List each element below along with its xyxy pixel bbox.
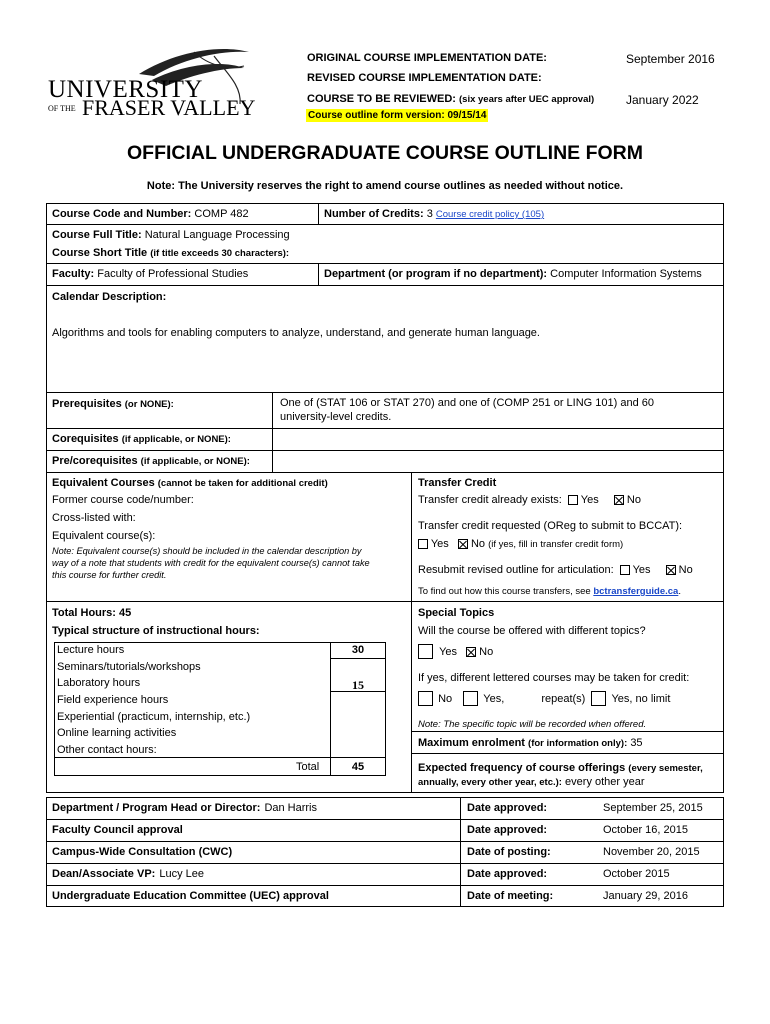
resubmit-no-label: No [678,564,693,576]
corequisites-label-row [52,433,231,445]
review-date-label-row [307,93,594,105]
lettered-nolimit-label: Yes, no limit [611,693,671,705]
frequency-note-2: annually, every other year, etc.): [418,777,562,788]
find-out-period: . [678,586,681,597]
approval-date-label: Date of posting: [467,846,551,858]
original-date-label: ORIGINAL COURSE IMPLEMENTATION DATE: [307,52,547,64]
transfer-requested-no-label: No [470,538,485,550]
logo-university: UNIVERSITY [48,76,203,103]
max-enrolment-value: 35 [630,737,643,749]
full-title-label: Course Full Title: [52,229,142,241]
approval-date-value: October 2015 [603,868,670,880]
total-hours-field [52,607,131,619]
faculty-value: Faculty of Professional Studies [97,268,249,280]
logo-of-the: OF THE [48,104,76,113]
corequisites-label: Corequisites [52,433,119,445]
transfer-exists-no-checkbox[interactable] [614,495,624,505]
transfer-exists-row [418,494,641,506]
approval-row [52,868,204,880]
typical-structure-label: Typical structure of instructional hours: [52,625,260,637]
max-enrolment-field [418,737,643,749]
find-out-label: To find out how this course transfers, see [418,586,591,597]
credits-field [324,208,544,220]
approval-date-value: January 29, 2016 [603,890,689,902]
lettered-yes-label: Yes, [483,693,505,705]
special-yes-checkbox[interactable] [418,644,433,659]
approval-date-value: October 16, 2015 [603,824,689,836]
review-date-note: (six years after UEC approval) [459,94,595,105]
hours-row-label: Lecture hours [57,644,125,656]
lettered-no-label: No [438,693,453,705]
special-topics-question: Will the course be offered with different topics? [418,625,646,637]
credits-value: 3 [426,208,433,220]
frequency-line2 [418,776,645,788]
prerequisites-label-row [52,398,174,410]
approval-date-label: Date of meeting: [467,890,554,902]
precorequisites-note: (if applicable, or NONE): [140,456,250,467]
lettered-repeat-label: repeat(s) [541,693,586,705]
frequency-label: Expected frequency of course offerings [418,762,626,774]
hours-row-value: 15 [352,678,364,692]
approval-row [52,824,187,836]
approval-date-value: November 20, 2015 [603,846,700,858]
transfer-requested-no-checkbox[interactable] [458,539,468,549]
full-title-field [52,229,290,241]
hours-total-label: Total [296,761,320,773]
precorequisites-label-row [52,455,250,467]
lettered-options-row [418,691,670,706]
approval-label: Campus-Wide Consultation (CWC) [52,846,233,858]
hours-total-value: 45 [351,761,365,773]
resubmit-row [418,564,693,576]
frequency-line1 [418,762,703,774]
approval-date-label: Date approved: [467,802,548,814]
cross-listed-label: Cross-listed with: [52,512,136,524]
lettered-no-checkbox[interactable] [418,691,433,706]
equivalent-note-line1: Note: Equivalent course(s) should be included in the calendar description by [52,546,362,556]
hours-row-label: Seminars/tutorials/workshops [57,661,201,673]
former-course-label: Former course code/number: [52,494,194,506]
approval-date-value: September 25, 2015 [603,802,703,814]
form-version: Course outline form version: 09/15/14 [308,110,487,121]
transfer-exists-yes-checkbox[interactable] [568,495,578,505]
approval-date-label: Date approved: [467,868,548,880]
hours-row-label: Laboratory hours [57,677,141,689]
transfer-requested-yes-checkbox[interactable] [418,539,428,549]
approval-row [52,802,317,814]
course-code-field [52,208,249,220]
frequency-value: every other year [565,776,645,788]
special-topic-note: Note: The specific topic will be recorded when offered. [418,719,647,730]
review-date-value: January 2022 [626,93,699,107]
approval-value: Dan Harris [264,802,318,814]
full-title-value: Natural Language Processing [144,229,290,241]
hours-row-label: Experiential (practicum, internship, etc.) [57,711,251,723]
equivalent-courses-note: (cannot be taken for additional credit) [157,478,328,489]
transfer-requested-note: (if yes, fill in transfer credit form) [488,539,624,550]
transfer-exists-no-label: No [626,494,641,506]
total-hours-value: 45 [119,607,132,619]
approval-row [52,890,333,902]
short-title-label: Course Short Title [52,247,148,259]
hours-row-label: Field experience hours [57,694,169,706]
hours-row-label: Online learning activities [57,727,177,739]
approval-row [52,846,236,858]
total-hours-label: Total Hours: [52,607,116,619]
short-title-field [52,247,289,259]
frequency-note-1: (every semester, [628,763,703,774]
calendar-description-value: Algorithms and tools for enabling computers to analyze, understand, and generate human language. [52,327,540,339]
credits-label: Number of Credits: [324,208,424,220]
resubmit-yes-checkbox[interactable] [620,565,630,575]
logo-fraser-valley: FRASER VALLEY [82,95,256,120]
special-topics-answer-row [418,644,493,659]
approval-value: Lucy Lee [159,868,204,880]
approval-label: Undergraduate Education Committee (UEC) approval [52,890,329,902]
course-code-label: Course Code and Number: [52,208,192,220]
resubmit-no-checkbox[interactable] [666,565,676,575]
prerequisites-note: (or NONE): [124,399,174,410]
review-date-label: COURSE TO BE REVIEWED: [307,93,456,105]
revised-date-label: REVISED COURSE IMPLEMENTATION DATE: [307,72,542,84]
original-date-value: September 2016 [626,52,715,66]
special-yes-label: Yes [439,646,458,658]
faculty-field [52,268,248,280]
max-enrolment-label: Maximum enrolment [418,737,525,749]
hours-row-label: Other contact hours: [57,744,157,756]
credit-policy-link[interactable]: Course credit policy (105) [435,209,545,220]
transfer-requested-label: Transfer credit requested (OReg to submit to BCCAT): [418,520,683,532]
bctransferguide-link[interactable]: bctransferguide.ca [593,586,679,597]
precorequisites-label: Pre/corequisites [52,455,138,467]
transfer-requested-row [418,538,623,550]
page-title: OFFICIAL UNDERGRADUATE COURSE OUTLINE FORM [126,142,644,164]
faculty-label: Faculty: [52,268,95,280]
equivalent-note-line3: this course for further credit. [52,570,167,580]
resubmit-label: Resubmit revised outline for articulation: [418,564,614,576]
equivalent-courses-heading [52,477,328,489]
calendar-description-label: Calendar Description: [52,291,167,303]
prerequisites-label: Prerequisites [52,398,122,410]
max-enrolment-note: (for information only): [528,738,628,749]
prerequisites-value-line2: university-level credits. [280,411,392,423]
prerequisites-value-line1: One of (STAT 106 or STAT 270) and one of (COMP 251 or LING 101) and 60 [280,397,654,409]
university-logo [44,46,254,122]
special-topics-heading: Special Topics [418,607,495,619]
resubmit-yes-label: Yes [632,564,651,576]
amendment-note: Note: The University reserves the right to amend course outlines as needed without notice. [146,180,624,192]
lettered-nolimit-checkbox[interactable] [591,691,606,706]
course-code-value: COMP 482 [194,208,249,220]
transfer-exists-label: Transfer credit already exists: [418,494,562,506]
corequisites-note: (if applicable, or NONE): [121,434,231,445]
special-no-checkbox[interactable] [466,647,476,657]
approval-label: Department / Program Head or Director: [52,802,261,814]
department-value: Computer Information Systems [550,268,702,280]
equivalent-note-line2: way of a note that students with credit for the equivalent course(s) cannot take [52,558,370,568]
approval-label: Dean/Associate VP: [52,868,156,880]
equivalent-courses-label: Equivalent Courses [52,477,155,489]
department-label: Department (or program if no department): [324,268,548,280]
approval-date-label: Date approved: [467,824,548,836]
transfer-requested-yes-label: Yes [430,538,449,550]
equivalent-course-label: Equivalent course(s): [52,530,156,542]
department-field [324,268,702,280]
lettered-courses-label: If yes, different lettered courses may be taken for credit: [418,672,690,684]
transfer-exists-yes-label: Yes [580,494,599,506]
lettered-yes-checkbox[interactable] [463,691,478,706]
short-title-note: (if title exceeds 30 characters): [150,248,290,259]
find-out-row [418,586,681,597]
transfer-credit-heading: Transfer Credit [418,477,497,489]
approval-label: Faculty Council approval [52,824,183,836]
special-no-label: No [479,646,494,658]
hours-row-value: 30 [351,644,365,656]
